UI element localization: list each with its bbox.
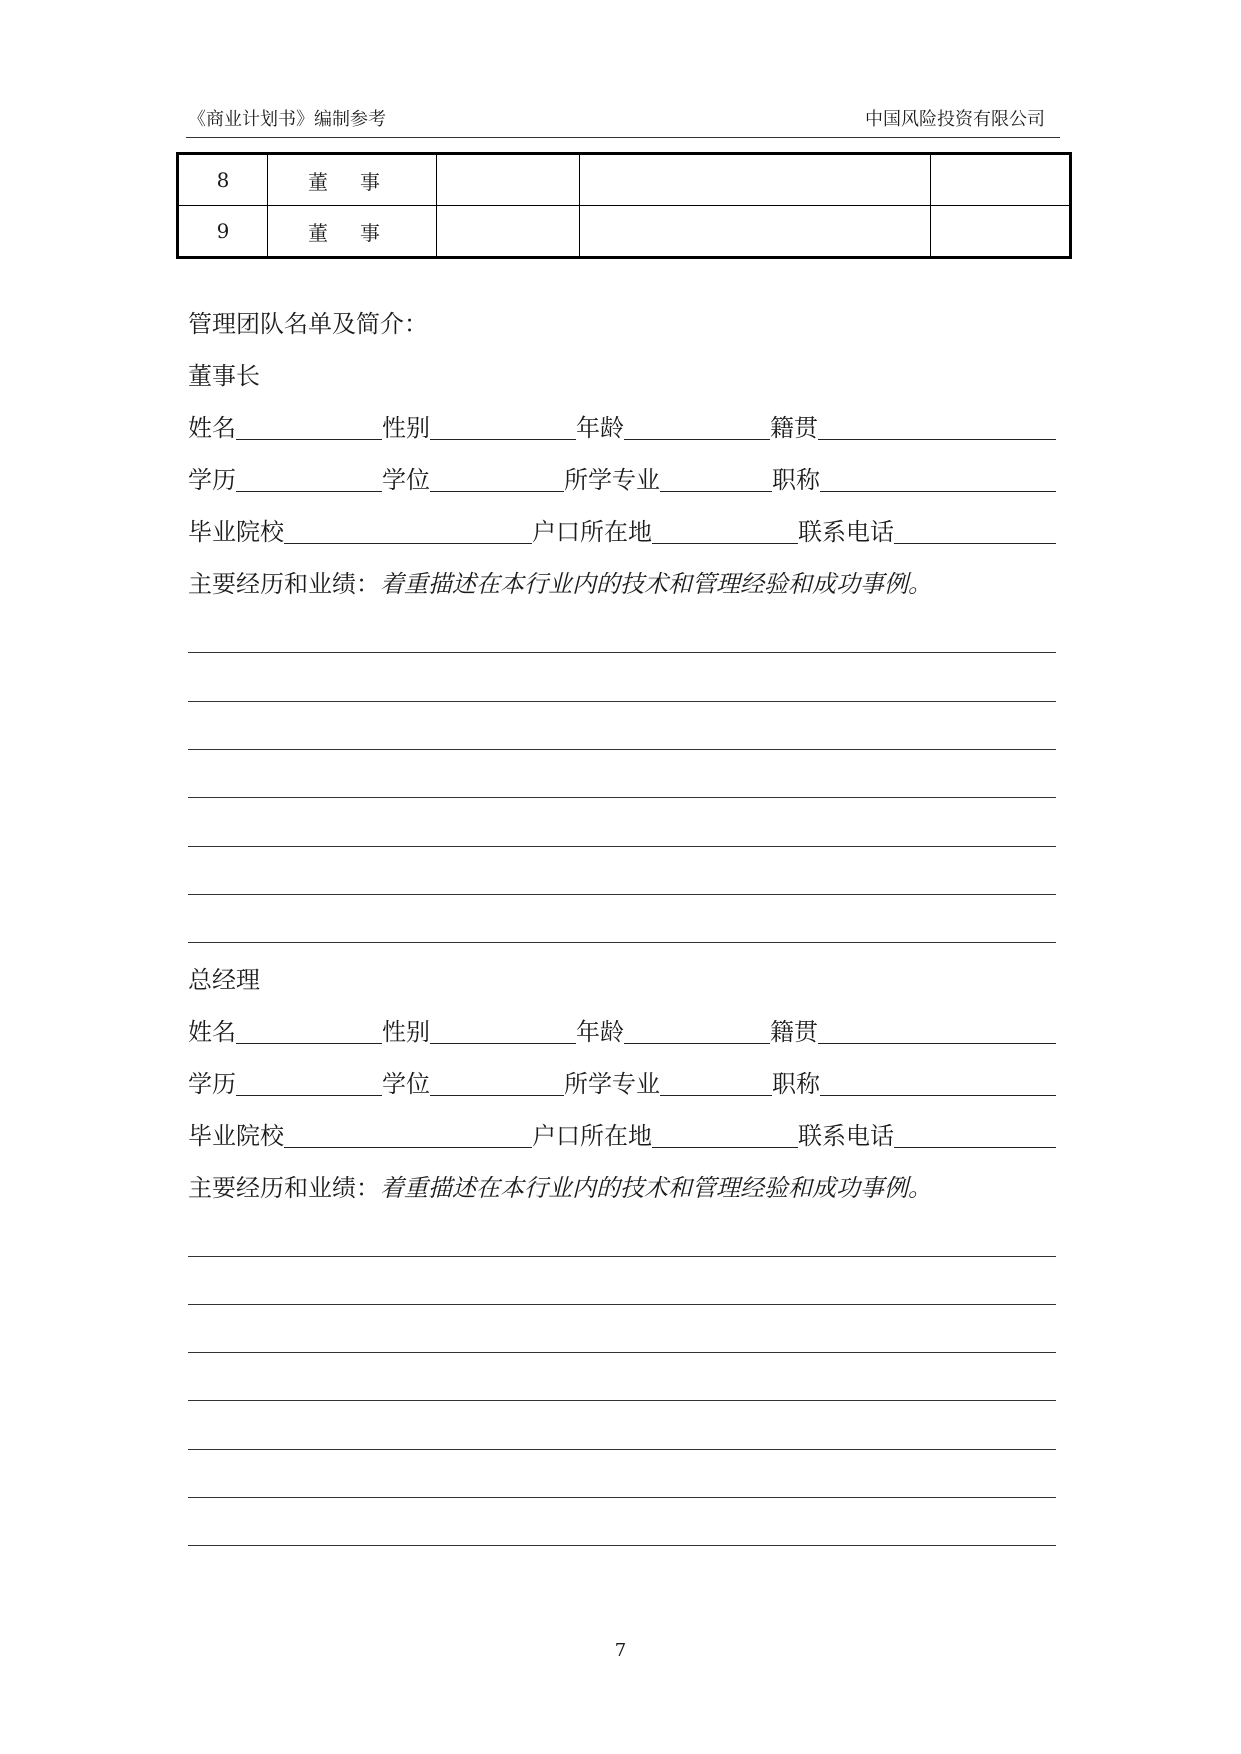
label-phone: 联系电话 [798, 518, 894, 546]
major-blank[interactable] [660, 1071, 772, 1096]
title-blank[interactable] [820, 1071, 1056, 1096]
profile-row-basic [188, 1016, 1056, 1048]
phone-blank[interactable] [894, 1123, 1056, 1148]
label-age: 年龄 [576, 1018, 624, 1046]
label-gender: 性别 [382, 414, 430, 442]
label-hukou: 户口所在地 [532, 1122, 652, 1150]
profile-row-contact [188, 516, 1056, 548]
gender-blank[interactable] [430, 415, 576, 440]
writing-line[interactable] [188, 1352, 1056, 1353]
experience-hint: 着重描述在本行业内的技术和管理经验和成功事例。 [380, 570, 932, 598]
name-blank[interactable] [236, 415, 382, 440]
label-school: 毕业院校 [188, 1122, 284, 1150]
label-degree: 学位 [382, 466, 430, 494]
label-name: 姓名 [188, 1018, 236, 1046]
age-blank[interactable] [624, 415, 770, 440]
title-blank[interactable] [820, 467, 1056, 492]
writing-line[interactable] [188, 894, 1056, 895]
native-place-blank[interactable] [818, 1019, 1056, 1044]
label-major: 所学专业 [564, 466, 660, 494]
label-education: 学历 [188, 466, 236, 494]
profile-role-chairman: 董事长 [188, 362, 260, 390]
table-cell-number: 8 [178, 154, 268, 206]
label-name: 姓名 [188, 414, 236, 442]
experience-label: 主要经历和业绩： [188, 570, 380, 598]
label-gender: 性别 [382, 1018, 430, 1046]
label-school: 毕业院校 [188, 518, 284, 546]
writing-line[interactable] [188, 1304, 1056, 1305]
label-native-place: 籍贯 [770, 414, 818, 442]
experience-label: 主要经历和业绩： [188, 1174, 380, 1202]
writing-line[interactable] [188, 652, 1056, 653]
table-cell-blank[interactable] [931, 206, 1071, 258]
table-cell-blank[interactable] [580, 206, 931, 258]
page-number: 7 [614, 1640, 627, 1661]
label-hukou: 户口所在地 [532, 518, 652, 546]
label-degree: 学位 [382, 1070, 430, 1098]
table-cell-blank[interactable] [437, 206, 580, 258]
name-blank[interactable] [236, 1019, 382, 1044]
label-title: 职称 [772, 1070, 820, 1098]
native-place-blank[interactable] [818, 415, 1056, 440]
label-phone: 联系电话 [798, 1122, 894, 1150]
header-company-name: 中国风险投资有限公司 [865, 109, 1045, 130]
writing-line[interactable] [188, 797, 1056, 798]
header-document-title: 《商业计划书》编制参考 [188, 109, 386, 130]
table-row [178, 206, 1071, 258]
writing-line[interactable] [188, 701, 1056, 702]
profile-row-education [188, 464, 1056, 496]
experience-line [188, 1172, 932, 1204]
header-divider [186, 137, 1060, 138]
writing-line[interactable] [188, 1400, 1056, 1401]
table-cell-blank[interactable] [931, 154, 1071, 206]
table-cell-blank[interactable] [580, 154, 931, 206]
hukou-blank[interactable] [652, 519, 798, 544]
experience-hint: 着重描述在本行业内的技术和管理经验和成功事例。 [380, 1174, 932, 1202]
table-row [178, 154, 1071, 206]
writing-line[interactable] [188, 1545, 1056, 1546]
writing-line[interactable] [188, 749, 1056, 750]
education-blank[interactable] [236, 1071, 382, 1096]
profile-row-education [188, 1068, 1056, 1100]
school-blank[interactable] [284, 1123, 532, 1148]
degree-blank[interactable] [430, 1071, 564, 1096]
label-native-place: 籍贯 [770, 1018, 818, 1046]
label-age: 年龄 [576, 414, 624, 442]
major-blank[interactable] [660, 467, 772, 492]
table-cell-position: 董事 [268, 154, 437, 206]
writing-line[interactable] [188, 846, 1056, 847]
section-title: 管理团队名单及简介： [188, 310, 428, 338]
profile-row-basic [188, 412, 1056, 444]
profile-row-contact [188, 1120, 1056, 1152]
label-title: 职称 [772, 466, 820, 494]
table-cell-position: 董事 [268, 206, 437, 258]
writing-line[interactable] [188, 942, 1056, 943]
profile-role-general-manager: 总经理 [188, 966, 260, 994]
phone-blank[interactable] [894, 519, 1056, 544]
degree-blank[interactable] [430, 467, 564, 492]
writing-line[interactable] [188, 1449, 1056, 1450]
label-education: 学历 [188, 1070, 236, 1098]
gender-blank[interactable] [430, 1019, 576, 1044]
hukou-blank[interactable] [652, 1123, 798, 1148]
table-cell-number: 9 [178, 206, 268, 258]
experience-line [188, 568, 932, 600]
board-members-table [176, 152, 1072, 259]
label-major: 所学专业 [564, 1070, 660, 1098]
writing-line[interactable] [188, 1497, 1056, 1498]
table-cell-blank[interactable] [437, 154, 580, 206]
school-blank[interactable] [284, 519, 532, 544]
education-blank[interactable] [236, 467, 382, 492]
age-blank[interactable] [624, 1019, 770, 1044]
writing-line[interactable] [188, 1256, 1056, 1257]
